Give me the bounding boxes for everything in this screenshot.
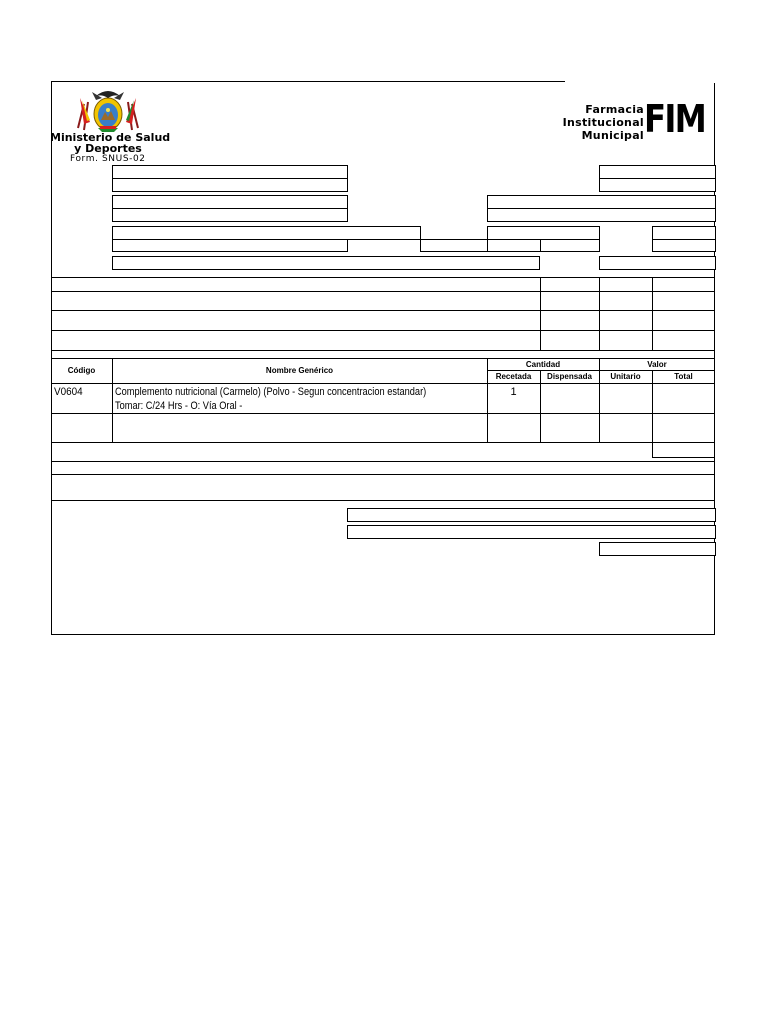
pharmacy-logo: FIM — [644, 97, 706, 141]
col-line — [487, 358, 488, 442]
divider — [599, 277, 600, 350]
coat-of-arms-icon — [74, 84, 142, 134]
row-recetada: 1 — [510, 386, 517, 398]
header-unitario: Unitario — [610, 372, 641, 381]
divider — [51, 330, 715, 331]
field-box[interactable] — [112, 239, 348, 252]
col-line — [599, 358, 600, 442]
total-box-line — [652, 457, 715, 458]
header-dispensada: Dispensada — [547, 372, 592, 381]
field-box[interactable] — [487, 195, 716, 209]
field-box[interactable] — [652, 239, 716, 252]
header-codigo: Código — [67, 366, 96, 375]
table-top-line — [51, 358, 715, 359]
row-codigo: V0604 — [54, 386, 83, 398]
divider — [51, 461, 715, 462]
field-box[interactable] — [652, 226, 716, 240]
divider — [51, 350, 715, 351]
divider — [652, 277, 653, 350]
ministry-name: Ministerio de Salud y Deportes — [50, 131, 171, 155]
col-line — [652, 370, 653, 458]
divider — [51, 500, 715, 501]
field-box[interactable] — [347, 508, 716, 522]
field-box[interactable] — [599, 165, 716, 179]
field-box[interactable] — [487, 239, 541, 252]
field-box[interactable] — [599, 256, 716, 270]
divider — [540, 277, 541, 350]
field-box[interactable] — [112, 256, 540, 270]
header-total: Total — [674, 372, 693, 381]
field-box[interactable] — [112, 178, 348, 192]
field-box[interactable] — [112, 226, 421, 240]
field-box[interactable] — [347, 525, 716, 539]
field-box[interactable] — [599, 542, 716, 556]
row-line — [51, 442, 715, 443]
pharmacy-name: Farmacia Institucional Municipal — [562, 103, 644, 142]
header-recetada: Recetada — [495, 372, 532, 381]
field-box[interactable] — [487, 208, 716, 222]
divider — [51, 277, 715, 278]
field-box[interactable] — [112, 208, 348, 222]
header-nombre: Nombre Genérico — [265, 366, 334, 375]
field-box[interactable] — [599, 178, 716, 192]
table-header-line — [487, 370, 715, 371]
row-indicacion: Tomar: C/24 Hrs - O: Vía Oral - — [115, 400, 243, 412]
header-valor: Valor — [647, 360, 667, 369]
field-box[interactable] — [420, 239, 488, 252]
row-line — [51, 413, 715, 414]
divider — [51, 474, 715, 475]
divider — [51, 310, 715, 311]
table-header-bottom — [51, 383, 715, 384]
field-box[interactable] — [112, 195, 348, 209]
field-box[interactable] — [487, 226, 600, 240]
field-box[interactable] — [112, 165, 348, 179]
field-box[interactable] — [540, 239, 600, 252]
row-nombre: Complemento nutricional (Carmelo) (Polvo - Segun concentracion estandar) — [115, 386, 427, 398]
header-cantidad: Cantidad — [525, 360, 561, 369]
divider — [51, 291, 715, 292]
form-code: Form. SNUS-02 — [70, 154, 146, 164]
